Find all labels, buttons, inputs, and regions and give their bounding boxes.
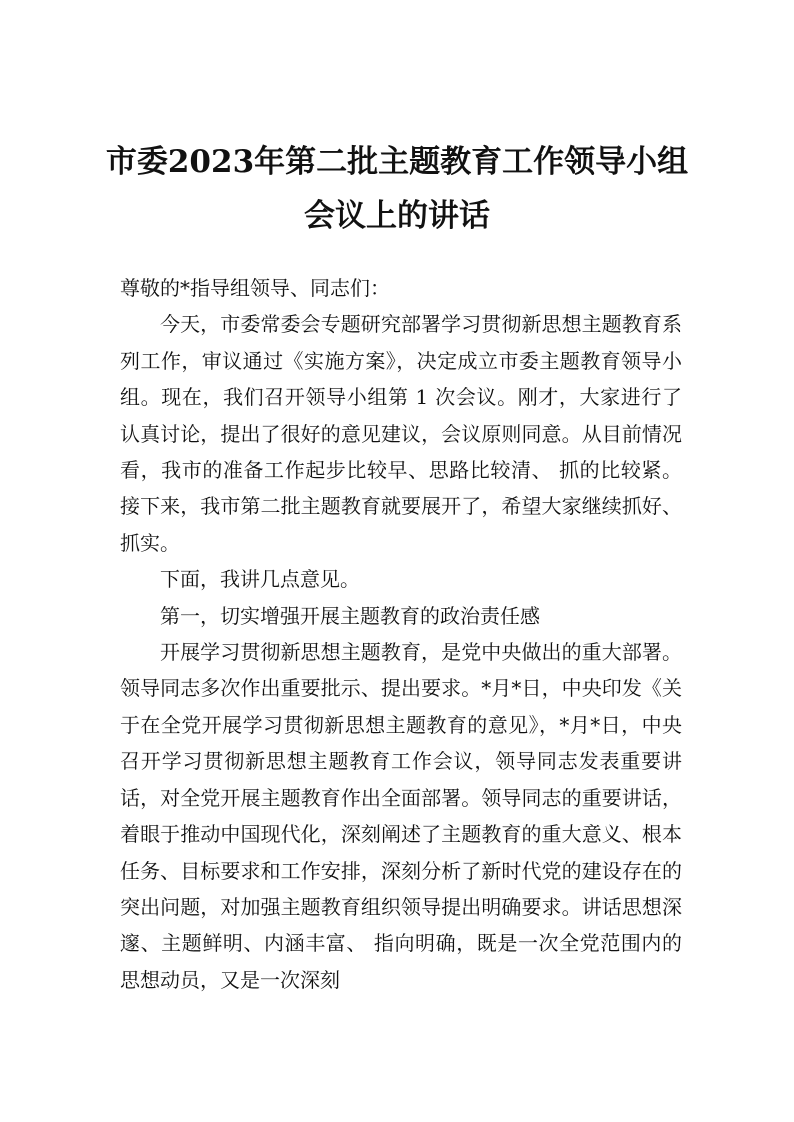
section-heading-1: 第一，切实增强开展主题教育的政治责任感: [160, 603, 540, 628]
salutation: 尊敬的*指导组领导、同志们：: [120, 276, 390, 300]
paragraph-transition: 下面，我讲几点意见。: [160, 567, 360, 592]
paragraph-intro: 今天，市委常委会专题研究部署学习贯彻新思想主题教育系列工作，审议通过《实施方案》，决定成立市委主题教育领导小组。现在，我们召开领导小组第 1 次会议。刚才，大家进行了认真讨论，提出了很好的意见建议，会议原则同意。从目前情况看，我市的准备工作起步比较早、思路比较清、 抓的比较紧。接下来，我市第二批主题教育就要展开了，希望大家继续抓好、抓实。: [120, 312, 682, 555]
paragraph-body: 开展学习贯彻新思想主题教育，是党中央做出的重大部署。领导同志多次作出重要批示、提出要求。*月*日，中央印发《关于在全党开展学习贯彻新思想主题教育的意见》，*月*日，中央召开学习贯彻新思想主题教育工作会议，领导同志发表重要讲话，对全党开展主题教育作出全面部署。领导同志的重要讲话，着眼于推动中国现代化，深刻阐述了主题教育的重大意义、根本任务、目标要求和工作安排，深刻分析了新时代党的建设存在的突出问题，对加强主题教育组织领导提出明确要求。讲话思想深邃、主题鲜明、内涵丰富、 指向明确，既是一次全党范围内的思想动员，又是一次深刻: [120, 640, 682, 992]
document-body: [120, 270, 682, 998]
document-title-line-1: 市委2023年第二批主题教育工作领导小组: [105, 144, 689, 180]
document-title-line-2: 会议上的讲话: [304, 198, 490, 234]
